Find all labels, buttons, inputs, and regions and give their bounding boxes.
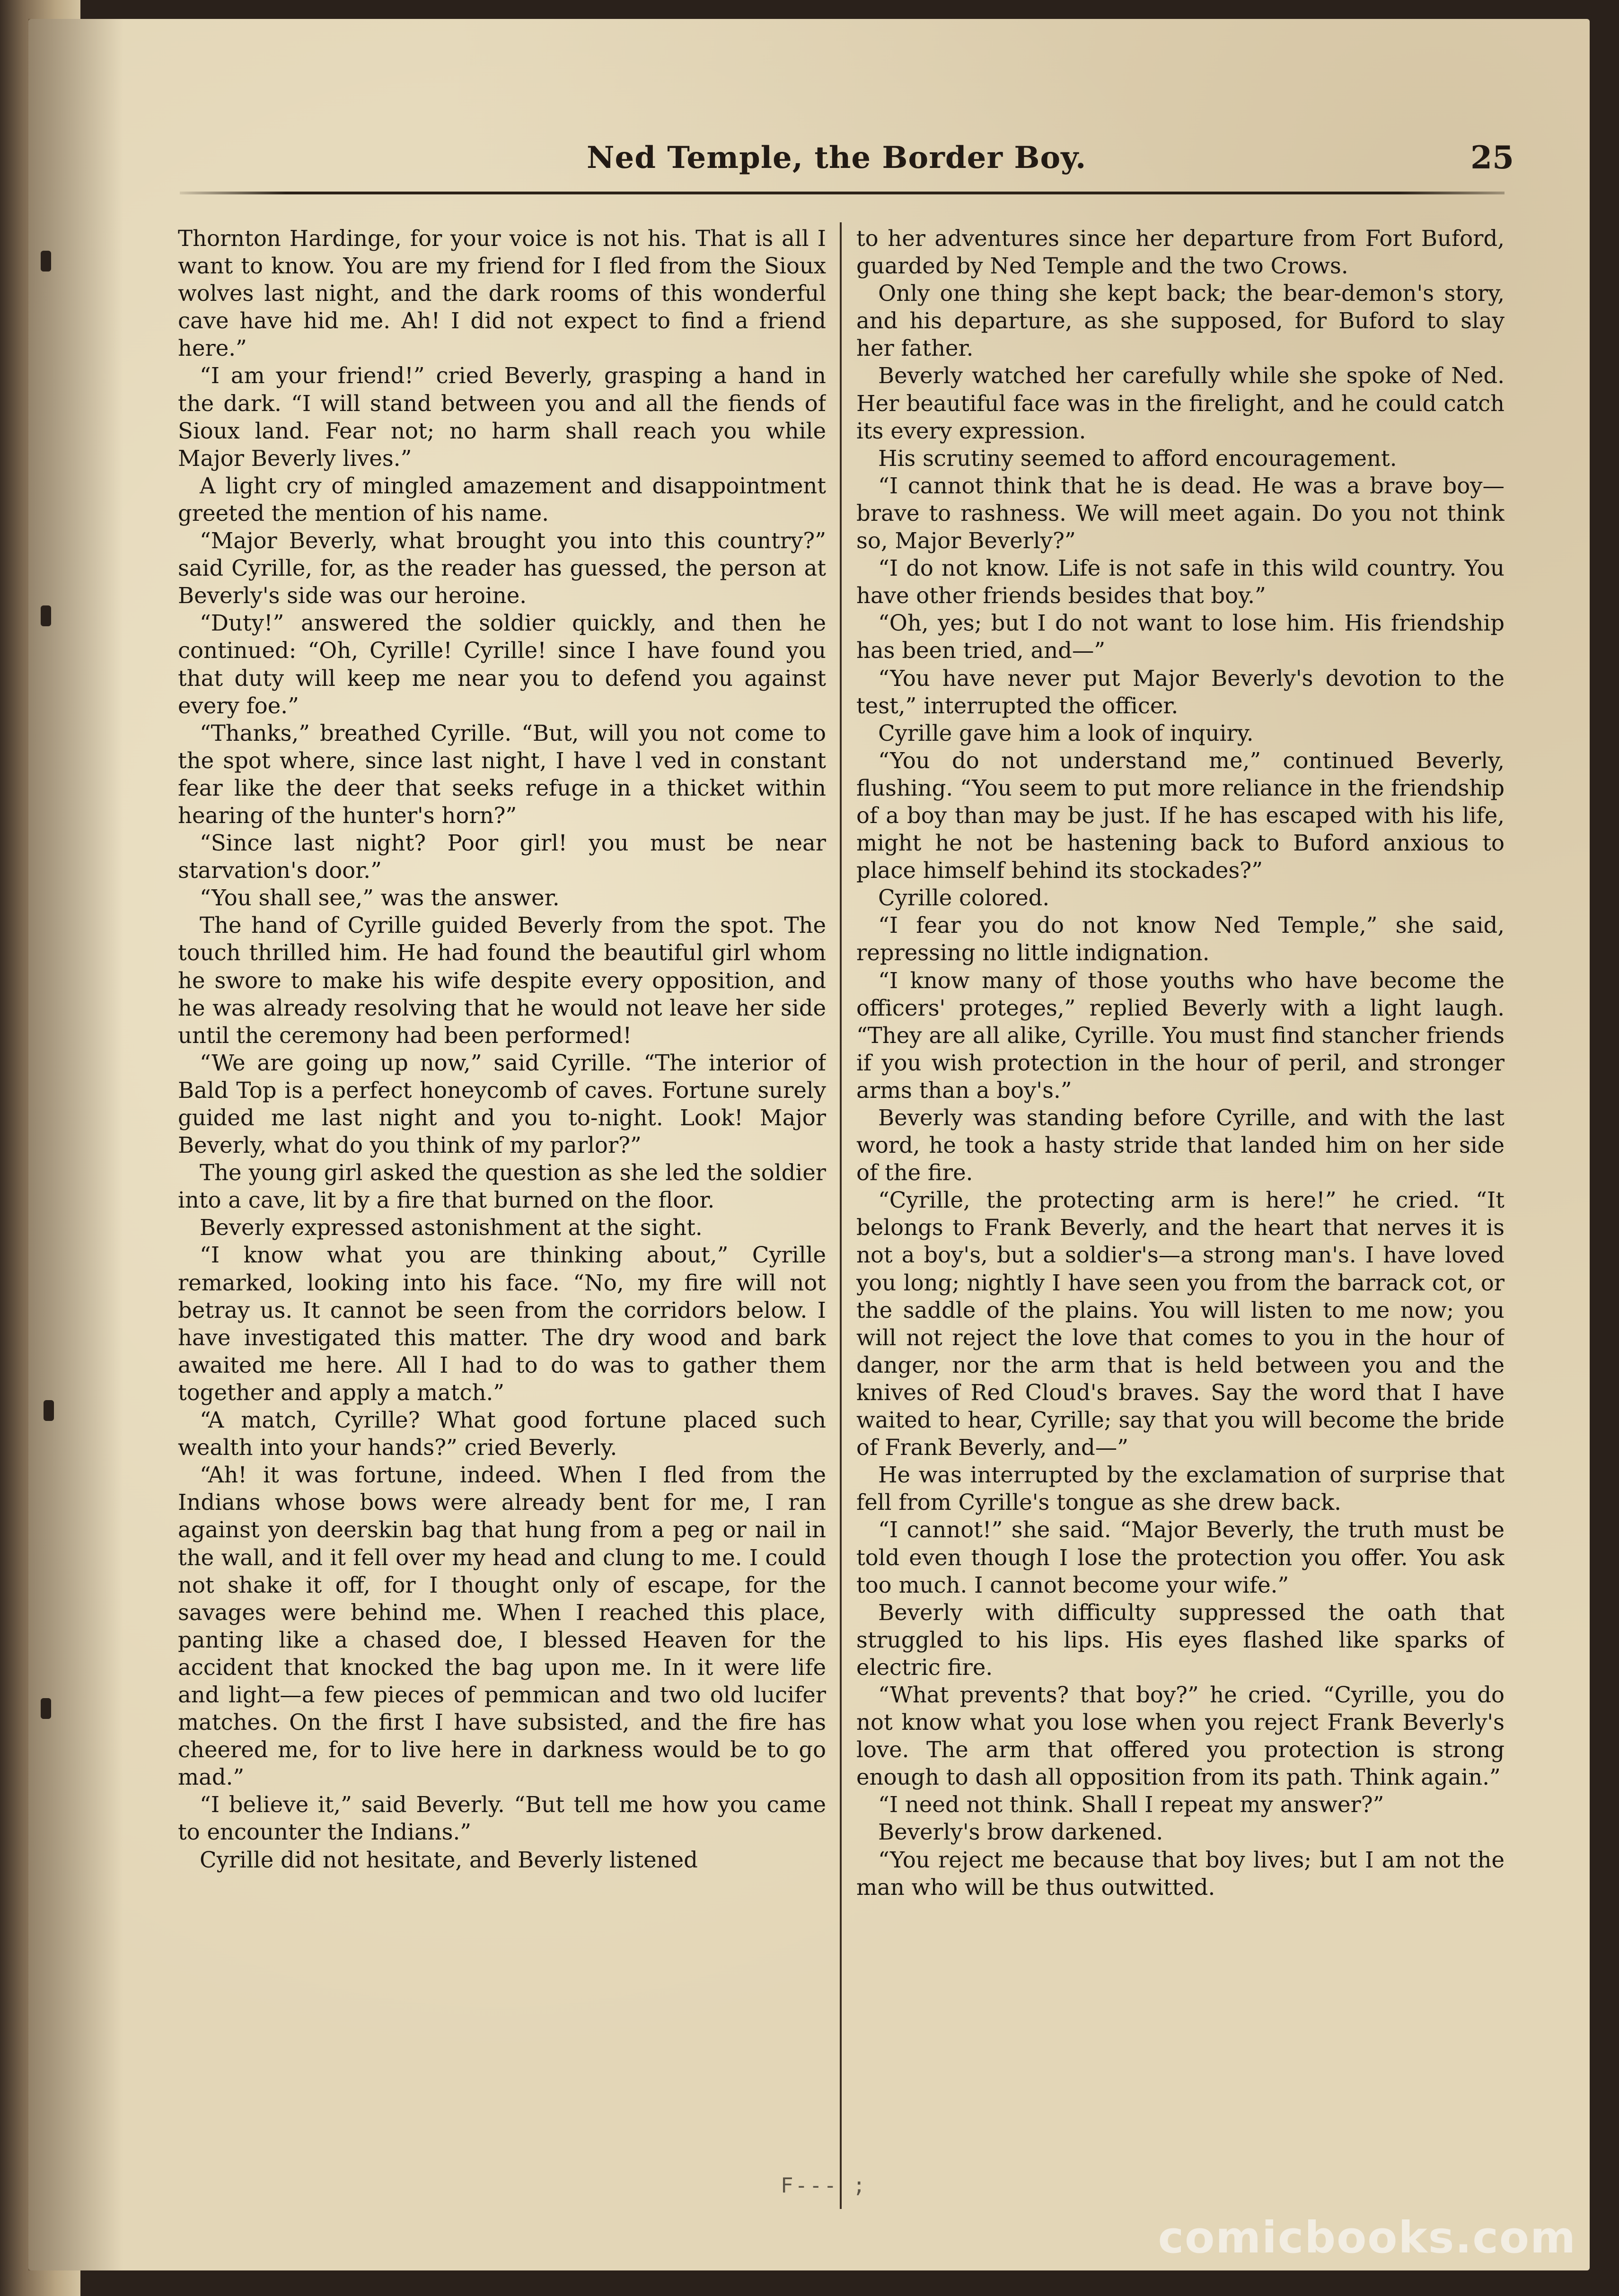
- paragraph: “I believe it,” said Beverly. “But tell me how you came to encounter the Indians.”: [178, 1792, 826, 1845]
- paragraph: “I cannot!” she said. “Major Beverly, the truth must be told even though I lose the protection you offer. You ask too much. I cannot become your wife.”: [856, 1517, 1505, 1598]
- paragraph: Cyrille colored.: [878, 885, 1050, 911]
- left-text-column: [178, 225, 826, 2183]
- paragraph: “What prevents? that boy?” he cried. “Cyrille, you do not know what you lose when you reject Frank Beverly's love. The arm that offered you protection is strong enough to dash all opposition from its path. Think again.”: [856, 1682, 1505, 1790]
- paragraph: Beverly with difficulty suppressed the oath that struggled to his lips. His eyes flashed like sparks of electric fire.: [856, 1599, 1505, 1680]
- paragraph: “You have never put Major Beverly's devotion to the test,” interrupted the officer.: [856, 665, 1505, 719]
- page-hole-mark: [41, 251, 51, 272]
- page-hole-mark: [44, 1400, 54, 1421]
- paragraph: Beverly expressed astonishment at the sight.: [200, 1215, 703, 1241]
- paragraph: “You reject me because that boy lives; but I am not the man who will be thus outwitted.: [856, 1847, 1505, 1900]
- paragraph: “I know many of those youths who have become the officers' proteges,” replied Beverly with a light laugh. “They are all alike, Cyrille. You must find stancher friends if you wish protection in the hour of peril, and stronger arms than a boy's.”: [856, 967, 1505, 1103]
- paragraph: “A match, Cyrille? What good fortune placed such wealth into your hands?” cried Beverly.: [178, 1407, 826, 1461]
- paragraph: “I do not know. Life is not safe in this wild country. You have other friends besides that boy.”: [856, 555, 1505, 609]
- paragraph: “You shall see,” was the answer.: [200, 885, 560, 911]
- paragraph: “Major Beverly, what brought you into this country?” said Cyrille, for, as the reader has guessed, the person at Beverly's side was our heroine.: [178, 528, 826, 609]
- paragraph: “Cyrille, the protecting arm is here!” he cried. “It belongs to Frank Beverly, and the heart that nerves it is not a boy's, but a soldier's—a strong man's. I have loved you long; nightly I have seen you from the barrack cot, or the saddle of the plains. You will listen to me now; you will not reject the love that comes to you in the hour of danger, nor the arm that is held between you and the knives of Red Cloud's braves. Say the word that I have waited to hear, Cyrille; say that you will become the bride of Frank Beverly, and—”: [856, 1187, 1505, 1461]
- page-hole-mark: [41, 1698, 51, 1719]
- header-rule: [180, 192, 1505, 194]
- paragraph: Beverly was standing before Cyrille, and with the last word, he took a hasty stride that landed him on her side of the fire.: [856, 1105, 1505, 1186]
- paragraph: Beverly watched her carefully while she spoke of Ned. Her beautiful face was in the firelight, and he could catch its every expression.: [856, 363, 1505, 444]
- paragraph: “Oh, yes; but I do not want to lose him. His friendship has been tried, and—”: [856, 610, 1505, 664]
- paragraph: Cyrille did not hesitate, and Beverly listened: [200, 1847, 698, 1873]
- paragraph: to her adventures since her departure from Fort Buford, guarded by Ned Temple and the two Crows.: [856, 226, 1505, 279]
- paragraph: “Ah! it was fortune, indeed. When I fled from the Indians whose bows were already bent for me, I ran against yon deerskin bag that hung from a peg or nail in the wall, and it fell over my head and clung to me. I could not shake it off, for I thought only of escape, for the savages were behind me. When I reached this place, panting like a chased doe, I blessed Heaven for the accident that knocked the bag upon me. In it were life and light—a few pieces of pemmican and two old lucifer matches. On the first I have subsisted, and the fire has cheered me, for to live here in darkness would be to go mad.”: [178, 1462, 826, 1790]
- paragraph: The young girl asked the question as she led the soldier into a cave, lit by a fire that burned on the floor.: [178, 1160, 826, 1213]
- paragraph: Thornton Hardinge, for your voice is not his. That is all I want to know. You are my friend for I fled from the Sioux wolves last night, and the dark rooms of this wonderful cave have hid me. Ah! I did not expect to find a friend here.”: [178, 226, 826, 361]
- site-watermark: comicbooks.com: [1158, 2212, 1576, 2263]
- paragraph: A light cry of mingled amazement and disappointment greeted the mention of his name.: [178, 473, 826, 526]
- paragraph: “We are going up now,” said Cyrille. “The interior of Bald Top is a perfect honeycomb of caves. Fortune surely guided me last night and you to-night. Look! Major Beverly, what do you think of my parlor?”: [178, 1050, 826, 1158]
- paragraph: “I fear you do not know Ned Temple,” she said, repressing no little indignation.: [856, 912, 1505, 966]
- paragraph: “Duty!” answered the soldier quickly, and then he continued: “Oh, Cyrille! Cyrille! since I have found you that duty will keep me near you to defend you against every foe.”: [178, 610, 826, 719]
- paragraph: He was interrupted by the exclamation of surprise that fell from Cyrille's tongue as she drew back.: [856, 1462, 1505, 1516]
- running-title: Ned Temple, the Border Boy.: [587, 140, 1087, 175]
- page-header: [180, 137, 1514, 189]
- paragraph: The hand of Cyrille guided Beverly from the spot. The touch thrilled him. He had found the beautiful girl whom he swore to make his wife despite every opposition, and he was already resolving that he would not leave her side until the ceremony had been performed!: [178, 912, 826, 1048]
- page-hole-mark: [41, 605, 51, 626]
- paragraph: “You do not understand me,” continued Beverly, flushing. “You seem to put more reliance in the friendship of a boy than may be just. If he has escaped with his life, might he not be hastening back to Buford anxious to place himself behind its stockades?”: [856, 747, 1505, 884]
- footer-mark: F--- ;: [781, 2173, 867, 2198]
- page-gutter-shadow: [28, 19, 123, 2270]
- paragraph: Only one thing she kept back; the bear-demon's story, and his departure, as she supposed, for Buford to slay her father.: [856, 280, 1505, 361]
- paragraph: “I know what you are thinking about,” Cyrille remarked, looking into his face. “No, my fire will not betray us. It cannot be seen from the corridors below. I have investigated this matter. The dry wood and bark awaited me here. All I had to do was to gather them together and apply a match.”: [178, 1242, 826, 1405]
- paragraph: Beverly's brow darkened.: [878, 1819, 1163, 1845]
- paragraph: Cyrille gave him a look of inquiry.: [878, 720, 1254, 746]
- paragraph: “I need not think. Shall I repeat my answer?”: [878, 1792, 1384, 1818]
- paragraph: His scrutiny seemed to afford encouragement.: [878, 445, 1397, 471]
- column-divider: [840, 222, 842, 2209]
- right-text-column: [856, 225, 1505, 2183]
- paragraph: “Since last night? Poor girl! you must be near starvation's door.”: [178, 830, 826, 884]
- paragraph: “I am your friend!” cried Beverly, grasping a hand in the dark. “I will stand between you and all the fiends of Sioux land. Fear not; no harm shall reach you while Major Beverly lives.”: [178, 363, 826, 471]
- page-number: 25: [1470, 139, 1514, 176]
- paragraph: “Thanks,” breathed Cyrille. “But, will you not come to the spot where, since last night, I have l ved in constant fear like the deer that seeks refuge in a thicket within hearing of the hunter's horn?”: [178, 720, 826, 828]
- paragraph: “I cannot think that he is dead. He was a brave boy—brave to rashness. We will meet again. Do you not think so, Major Beverly?”: [856, 473, 1505, 554]
